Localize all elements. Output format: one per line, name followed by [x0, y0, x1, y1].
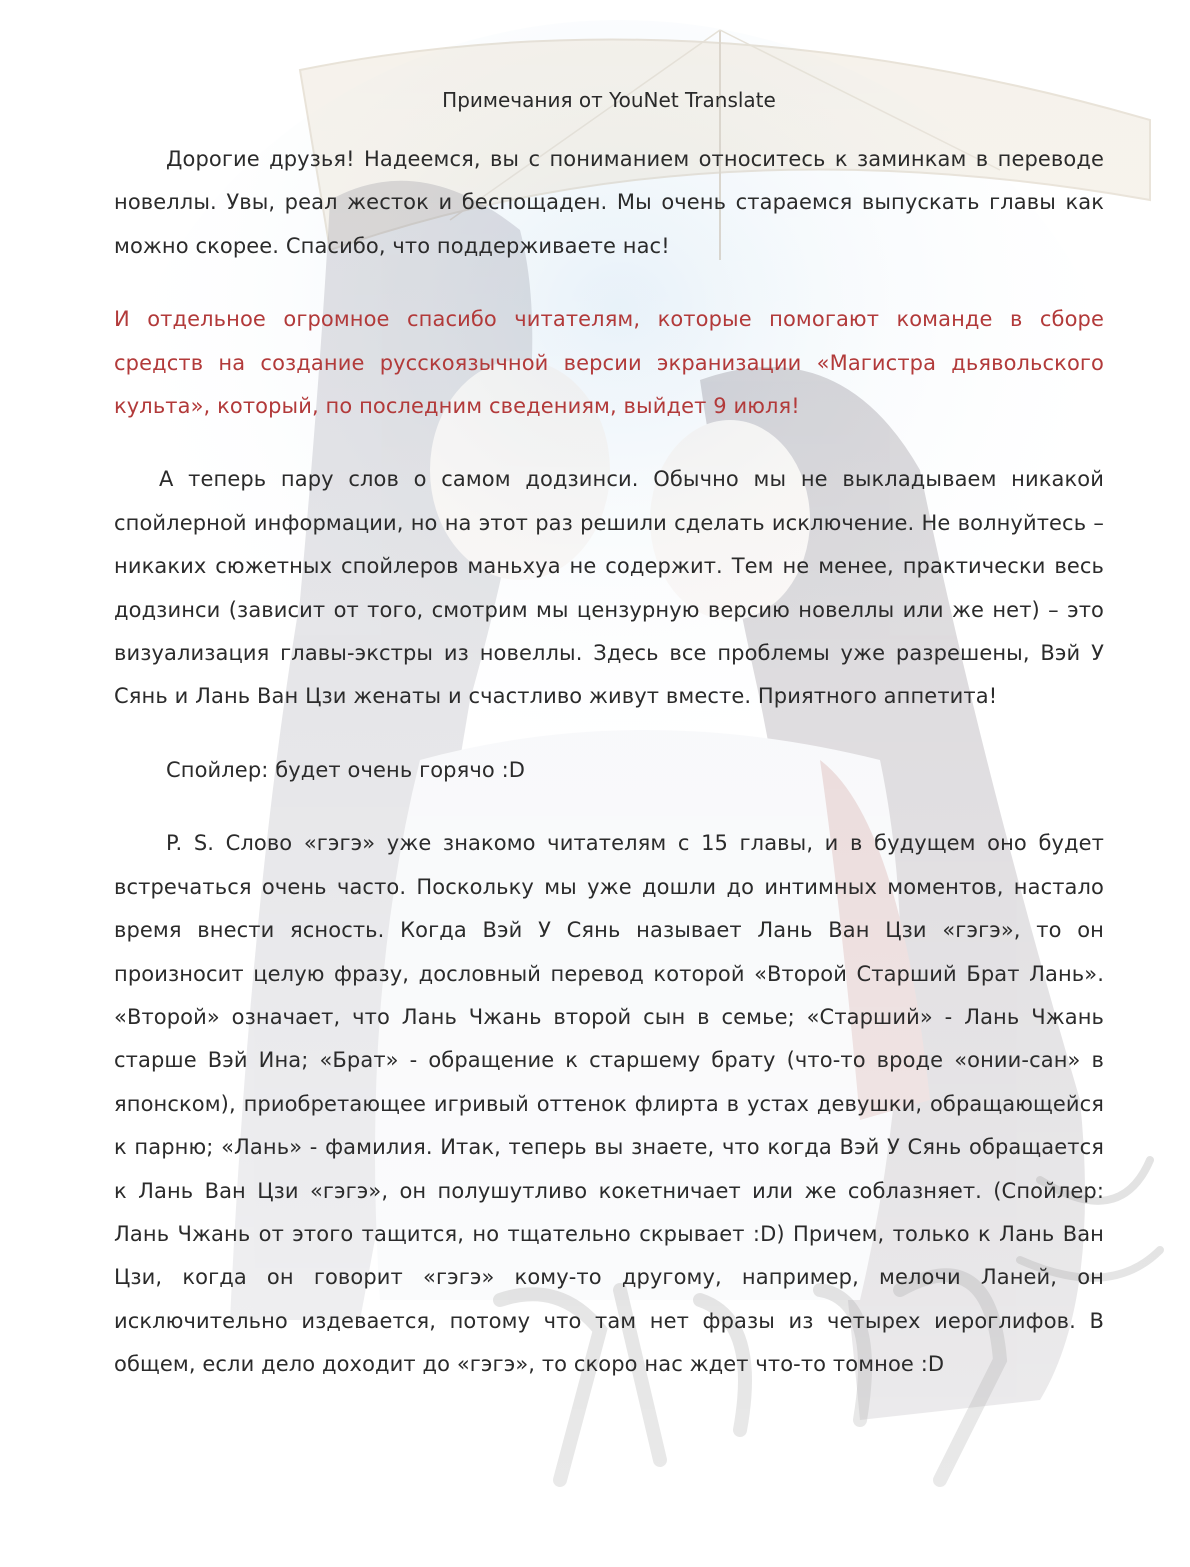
paragraph-postscript: P. S. Слово «гэгэ» уже знакомо читателям с 15 главы, и в будущем оно будет встречаться очень часто. Поскольку мы уже дошли до интимных моментов, настало время внести ясность. Когда Вэй У Сянь называет Лань Ван Цзи «гэгэ», то он произносит целую фразу, дословный перевод которой «Второй Старший Брат Лань». «Второй» означает, что Лань Чжань второй сын в семье; «Старший» - Лань Чжань старше Вэй Ина; «Брат» - обращение к старшему брату (что-то вроде «онии-сан» в японском), приобретающее игривый оттенок флирта в устах девушки, обращающейся к парню; «Лань» - фамилия. Итак, теперь вы знаете, что когда Вэй У Сянь обращается к Лань Ван Цзи «гэгэ», он полушутливо кокетничает или же соблазняет. (Спойлер: Лань Чжань от этого тащится, но тщательно скрывает :D) Причем, только к Лань Ван Цзи, когда он говорит «гэгэ» кому-то другому, например, мелочи Ланей, он исключительно издевается, потому что там нет фразы из четырех иероглифов. В общем, если дело доходит до «гэгэ», то скоро нас ждет что-то томное :D [114, 831, 1104, 1377]
paragraph-spoiler: Спойлер: будет очень горячо :D [166, 757, 526, 782]
paragraph-doujinshi: А теперь пару слов о самом додзинси. Обычно мы не выкладываем никакой спойлерной информации, но на этот раз решили сделать исключение. Не волнуйтесь – никаких сюжетных спойлеров маньхуа не содержит. Тем не менее, практически весь додзинси (зависит от того, смотрим мы цензурную версию новеллы или же нет) – это визуализация главы-экстры из новеллы. Здесь все проблемы уже разрешены, Вэй У Сянь и Лань Ван Цзи женаты и счастливо живут вместе. Приятного аппетита! [114, 467, 1104, 709]
paragraph-greeting: Дорогие друзья! Надеемся, вы с пониманием относитесь к заминкам в переводе новеллы. Увы, реал жесток и беспощаден. Мы очень стараемся выпускать главы как можно скорее. Спасибо, что поддерживаете нас! [114, 147, 1104, 258]
page-title: Примечания от YouNet Translate [442, 88, 776, 112]
document-body [114, 80, 1104, 1387]
paragraph-thanks-highlight: И отдельное огромное спасибо читателям, которые помогают команде в сборе средств на создание русскоязычной версии экранизации «Магистра дьявольского культа», который, по последним сведениям, выйдет 9 июля! [114, 307, 1104, 419]
